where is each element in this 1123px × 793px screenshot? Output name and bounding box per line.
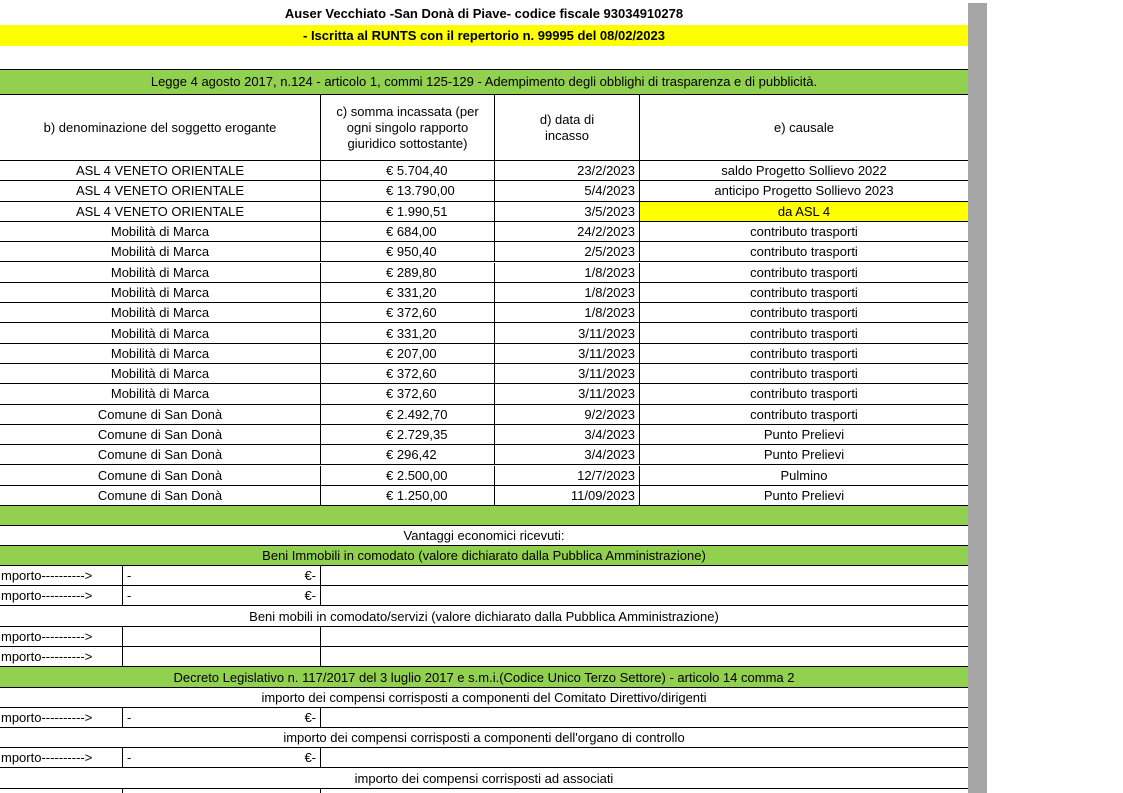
importo-dash: -: [127, 710, 132, 725]
cell-somma: [321, 161, 495, 180]
cell-causale: contributo trasporti: [750, 366, 858, 382]
cell-data-incasso: 5/4/2023: [495, 181, 640, 200]
table-row: [0, 283, 968, 303]
importo-row: [0, 748, 968, 768]
table-row: [0, 445, 968, 465]
cell-data-incasso: 9/2/2023: [495, 405, 640, 424]
cell-data-incasso: 3/4/2023: [495, 445, 640, 464]
mobili-title: Beni mobili in comodato/servizi (valore dichiarato dalla Pubblica Amministrazione): [0, 606, 968, 627]
currency-symbol: €: [386, 224, 394, 240]
cell-somma: [321, 181, 495, 200]
cell-somma: [321, 445, 495, 464]
amount-value: 207,00: [396, 345, 437, 361]
cell-causale: Punto Prelievi: [763, 447, 845, 463]
table-row: [0, 303, 968, 323]
table-row: [0, 222, 968, 242]
cell-somma: [321, 384, 495, 403]
table-row: [0, 486, 968, 506]
cell-data-incasso: 3/4/2023: [495, 425, 640, 444]
importo-label: mporto---------->: [0, 748, 123, 767]
cell-causale: contributo trasporti: [750, 406, 858, 422]
importo-label: mporto---------->: [0, 647, 123, 666]
cell-data-incasso: 3/11/2023: [495, 323, 640, 342]
cell-data-incasso: 3/11/2023: [495, 364, 640, 383]
immobili-title: Beni Immobili in comodato (valore dichiarato dalla Pubblica Amministrazione): [0, 546, 968, 566]
importo-label: mporto---------->: [0, 566, 123, 585]
amount-value: 13.790,00: [396, 183, 455, 199]
currency-symbol: €: [386, 264, 394, 280]
currency-symbol: €: [386, 487, 394, 503]
cell-causale: contributo trasporti: [750, 224, 858, 240]
cell-causale: da ASL 4: [640, 202, 968, 221]
currency-symbol: €: [386, 163, 394, 179]
cell-data-incasso: 3/11/2023: [495, 384, 640, 403]
amount-value: 1.250,00: [396, 487, 448, 503]
importo-dash: -: [127, 588, 132, 603]
currency-symbol: €: [386, 284, 394, 300]
controllo-title: importo dei compensi corrisposti a componenti dell'organo di controllo: [0, 728, 968, 748]
importo-euro: €-: [261, 586, 321, 605]
cell-somma: [321, 466, 495, 485]
cell-somma: [321, 283, 495, 302]
importo-empty-cell: [0, 789, 123, 793]
currency-symbol: €: [386, 305, 394, 321]
cell-denominazione: Mobilità di Marca: [0, 263, 321, 282]
vertical-scrollbar[interactable]: [968, 3, 987, 793]
cell-denominazione: Mobilità di Marca: [0, 222, 321, 241]
importo-row: [0, 708, 968, 728]
importo-label: mporto---------->: [0, 586, 123, 605]
cell-causale: contributo trasporti: [750, 264, 858, 280]
currency-symbol: €: [386, 183, 394, 199]
currency-symbol: €: [386, 406, 394, 422]
cell-somma: [321, 486, 495, 505]
currency-symbol: €: [386, 203, 394, 219]
cell-denominazione: ASL 4 VENETO ORIENTALE: [0, 181, 321, 200]
cell-denominazione: Comune di San Donà: [0, 466, 321, 485]
cell-somma: [321, 202, 495, 221]
cell-somma: [321, 303, 495, 322]
table-row: [0, 344, 968, 364]
cell-causale: contributo trasporti: [750, 305, 858, 321]
cell-somma: [321, 344, 495, 363]
column-header-b: b) denominazione del soggetto erogante: [0, 95, 321, 160]
doc-subtitle: - Iscritta al RUNTS con il repertorio n. 99995 del 08/02/2023: [0, 25, 968, 46]
cell-denominazione: Comune di San Donà: [0, 486, 321, 505]
amount-value: 5.704,40: [396, 163, 448, 179]
currency-symbol: €: [386, 325, 394, 341]
amount-value: 331,20: [396, 284, 437, 300]
decreto-title: Decreto Legislativo n. 117/2017 del 3 luglio 2017 e s.m.i.(Codice Unico Terzo Settore) - articolo 14 comma 2: [0, 667, 968, 688]
separator-band: [0, 506, 968, 526]
cell-denominazione: ASL 4 VENETO ORIENTALE: [0, 161, 321, 180]
table-row: [0, 202, 968, 222]
cell-data-incasso: 2/5/2023: [495, 242, 640, 261]
importo-row: [0, 647, 968, 667]
cell-causale: Pulmino: [780, 467, 828, 483]
importo-row: [0, 586, 968, 606]
amount-value: 684,00: [396, 224, 437, 240]
cell-causale: contributo trasporti: [750, 345, 858, 361]
table-row: [0, 466, 968, 486]
importo-empty-cell: [123, 789, 321, 793]
vantaggi-title: Vantaggi economici ricevuti:: [0, 526, 968, 546]
currency-symbol: €: [386, 366, 394, 382]
column-header-c: c) somma incassata (per ogni singolo rapporto giuridico sottostante): [321, 95, 495, 160]
importo-euro: €-: [261, 748, 321, 767]
table-row: [0, 425, 968, 445]
table-header: [0, 95, 968, 161]
column-header-e: e) causale: [774, 120, 834, 135]
importo-empty-cell: [123, 627, 321, 646]
currency-symbol: €: [386, 345, 394, 361]
importo-empty-cell: [123, 647, 321, 666]
cell-denominazione: Mobilità di Marca: [0, 323, 321, 342]
cell-denominazione: Comune di San Donà: [0, 445, 321, 464]
amount-value: 372,60: [396, 305, 437, 321]
cell-causale: contributo trasporti: [750, 284, 858, 300]
cell-denominazione: Mobilità di Marca: [0, 242, 321, 261]
cell-data-incasso: 1/8/2023: [495, 283, 640, 302]
amount-value: 372,60: [396, 386, 437, 402]
table-row: [0, 323, 968, 343]
associati-title: importo dei compensi corrisposti ad associati: [0, 768, 968, 789]
column-header-d: d) data di incasso: [495, 95, 640, 160]
cell-somma: [321, 242, 495, 261]
dirigenti-title: importo dei compensi corrisposti a componenti del Comitato Direttivo/dirigenti: [0, 688, 968, 708]
table-row: [0, 242, 968, 262]
cell-data-incasso: 11/09/2023: [495, 486, 640, 505]
cell-causale: saldo Progetto Sollievo 2022: [721, 163, 887, 179]
importo-row: [0, 566, 968, 586]
amount-value: 2.729,35: [396, 427, 448, 443]
cell-denominazione: Mobilità di Marca: [0, 344, 321, 363]
cell-somma: [321, 364, 495, 383]
cell-data-incasso: 24/2/2023: [495, 222, 640, 241]
cell-data-incasso: 1/8/2023: [495, 303, 640, 322]
amount-value: 289,80: [396, 264, 437, 280]
table-row: [0, 364, 968, 384]
cell-causale: contributo trasporti: [750, 325, 858, 341]
cell-causale: contributo trasporti: [750, 386, 858, 402]
importo-row: [0, 627, 968, 647]
cell-data-incasso: 3/11/2023: [495, 344, 640, 363]
amount-value: 331,20: [396, 325, 437, 341]
cell-denominazione: Comune di San Donà: [0, 425, 321, 444]
table-row: [0, 384, 968, 404]
cell-causale: Punto Prelievi: [763, 487, 845, 503]
importo-euro: €-: [261, 566, 321, 585]
amount-value: 1.990,51: [396, 203, 448, 219]
importo-dash: -: [127, 568, 132, 583]
currency-symbol: €: [386, 386, 394, 402]
cell-data-incasso: 12/7/2023: [495, 466, 640, 485]
cell-data-incasso: 23/2/2023: [495, 161, 640, 180]
amount-value: 950,40: [396, 244, 437, 260]
cell-somma: [321, 323, 495, 342]
importo-row-partial: [0, 789, 968, 793]
cell-denominazione: ASL 4 VENETO ORIENTALE: [0, 202, 321, 221]
table-row: [0, 405, 968, 425]
cell-somma: [321, 222, 495, 241]
cell-somma: [321, 263, 495, 282]
law-section-title: Legge 4 agosto 2017, n.124 - articolo 1, commi 125-129 - Adempimento degli obblighi di trasparenza e di pubblicità.: [0, 69, 968, 95]
importo-dash: -: [127, 750, 132, 765]
currency-symbol: €: [386, 447, 394, 463]
cell-data-incasso: 1/8/2023: [495, 263, 640, 282]
currency-symbol: €: [386, 244, 394, 260]
table-row: [0, 161, 968, 181]
cell-denominazione: Mobilità di Marca: [0, 283, 321, 302]
cell-denominazione: Comune di San Donà: [0, 405, 321, 424]
amount-value: 296,42: [396, 447, 437, 463]
cell-causale: anticipo Progetto Sollievo 2023: [714, 183, 894, 199]
cell-somma: [321, 425, 495, 444]
doc-title: Auser Vecchiato -San Donà di Piave- codice fiscale 93034910278: [284, 6, 684, 21]
cell-denominazione: Mobilità di Marca: [0, 303, 321, 322]
cell-denominazione: Mobilità di Marca: [0, 364, 321, 383]
importo-euro: €-: [261, 708, 321, 727]
table-row: [0, 263, 968, 283]
importo-label: mporto---------->: [0, 708, 123, 727]
table-row: [0, 181, 968, 201]
cell-denominazione: Mobilità di Marca: [0, 384, 321, 403]
currency-symbol: €: [386, 427, 394, 443]
currency-symbol: €: [386, 467, 394, 483]
amount-value: 2.500,00: [396, 467, 448, 483]
amount-value: 372,60: [396, 366, 437, 382]
cell-causale: contributo trasporti: [750, 244, 858, 260]
importo-label: mporto---------->: [0, 627, 123, 646]
amount-value: 2.492,70: [396, 406, 448, 422]
cell-somma: [321, 405, 495, 424]
cell-data-incasso: 3/5/2023: [495, 202, 640, 221]
cell-causale: Punto Prelievi: [763, 427, 845, 443]
